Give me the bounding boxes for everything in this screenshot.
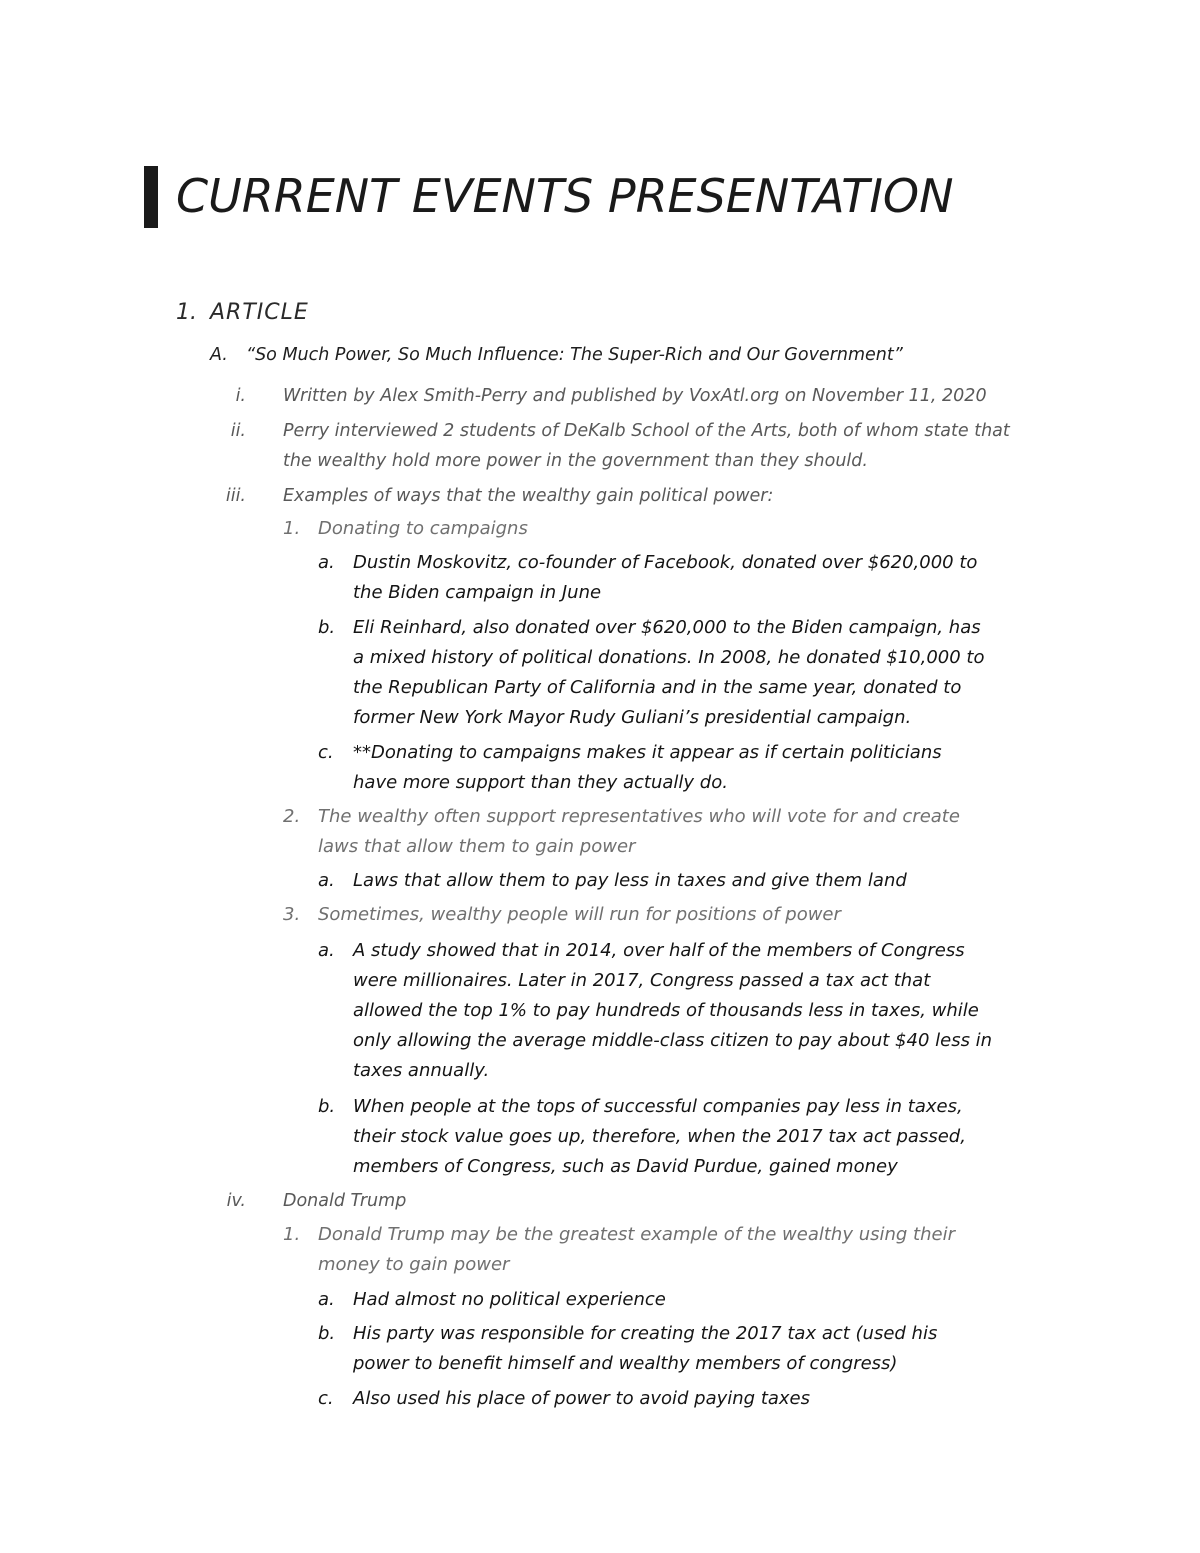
list-line: taxes annually.: [353, 1060, 490, 1081]
list-line: a mixed history of political donations. In 2008, he donated $10,000 to: [353, 647, 985, 668]
letter-marker: c.: [318, 1388, 334, 1409]
list-line: Examples of ways that the wealthy gain political power:: [283, 486, 774, 506]
letter-marker: a.: [318, 940, 335, 961]
list-line: the Biden campaign in June: [353, 582, 602, 603]
list-line: When people at the tops of successful companies pay less in taxes,: [353, 1096, 963, 1117]
number-marker: 1.: [283, 1224, 301, 1245]
article-marker: A.: [210, 345, 228, 365]
section-label: ARTICLE: [210, 300, 309, 325]
letter-marker: b.: [318, 1323, 336, 1344]
letter-marker: b.: [318, 1096, 336, 1117]
list-line: Donald Trump: [283, 1191, 407, 1211]
list-line: have more support than they actually do.: [353, 772, 728, 793]
list-line: **Donating to campaigns makes it appear as if certain politicians: [353, 742, 942, 763]
letter-marker: a.: [318, 552, 335, 573]
roman-marker: iii.: [225, 486, 246, 506]
letter-marker: c.: [318, 742, 334, 763]
list-line: Dustin Moskovitz, co-founder of Facebook, donated over $620,000 to: [353, 552, 978, 573]
list-line: their stock value goes up, therefore, when the 2017 tax act passed,: [353, 1126, 966, 1147]
list-line: money to gain power: [318, 1254, 510, 1275]
list-line: allowed the top 1% to pay hundreds of thousands less in taxes, while: [353, 1000, 979, 1021]
list-line: former New York Mayor Rudy Guliani’s presidential campaign.: [353, 707, 912, 728]
letter-marker: b.: [318, 617, 336, 638]
list-line: A study showed that in 2014, over half of the members of Congress: [353, 940, 965, 961]
roman-marker: ii.: [230, 421, 246, 441]
section-number: 1.: [176, 300, 197, 325]
roman-marker: i.: [235, 386, 246, 406]
letter-marker: a.: [318, 1289, 335, 1310]
list-line: power to benefit himself and wealthy members of congress): [353, 1353, 898, 1374]
number-marker: 2.: [283, 806, 301, 827]
number-marker: 1.: [283, 518, 301, 539]
list-line: Sometimes, wealthy people will run for positions of power: [318, 904, 841, 925]
page-title: CURRENT EVENTS PRESENTATION: [176, 169, 954, 223]
article-title: “So Much Power, So Much Influence: The Super-Rich and Our Government”: [246, 345, 903, 365]
list-line: Had almost no political experience: [353, 1289, 666, 1310]
list-line: His party was responsible for creating the 2017 tax act (used his: [353, 1323, 938, 1344]
list-line: the wealthy hold more power in the government than they should.: [283, 451, 868, 471]
number-marker: 3.: [283, 904, 301, 925]
list-line: Donating to campaigns: [318, 518, 528, 539]
list-line: Written by Alex Smith-Perry and published by VoxAtl.org on November 11, 2020: [283, 386, 987, 406]
letter-marker: a.: [318, 870, 335, 891]
list-line: Perry interviewed 2 students of DeKalb School of the Arts, both of whom state that: [283, 421, 1010, 441]
list-line: The wealthy often support representatives who will vote for and create: [318, 806, 960, 827]
roman-marker: iv.: [226, 1191, 246, 1211]
list-line: the Republican Party of California and in the same year, donated to: [353, 677, 962, 698]
list-line: only allowing the average middle-class citizen to pay about $40 less in: [353, 1030, 993, 1051]
list-line: Donald Trump may be the greatest example of the wealthy using their: [318, 1224, 955, 1245]
list-line: Eli Reinhard, also donated over $620,000 to the Biden campaign, has: [353, 617, 981, 638]
list-line: Laws that allow them to pay less in taxes and give them land: [353, 870, 907, 891]
list-line: Also used his place of power to avoid paying taxes: [353, 1388, 811, 1409]
title-accent-bar: [144, 166, 158, 228]
list-line: laws that allow them to gain power: [318, 836, 636, 857]
list-line: members of Congress, such as David Purdue, gained money: [353, 1156, 898, 1177]
list-line: were millionaires. Later in 2017, Congress passed a tax act that: [353, 970, 931, 991]
